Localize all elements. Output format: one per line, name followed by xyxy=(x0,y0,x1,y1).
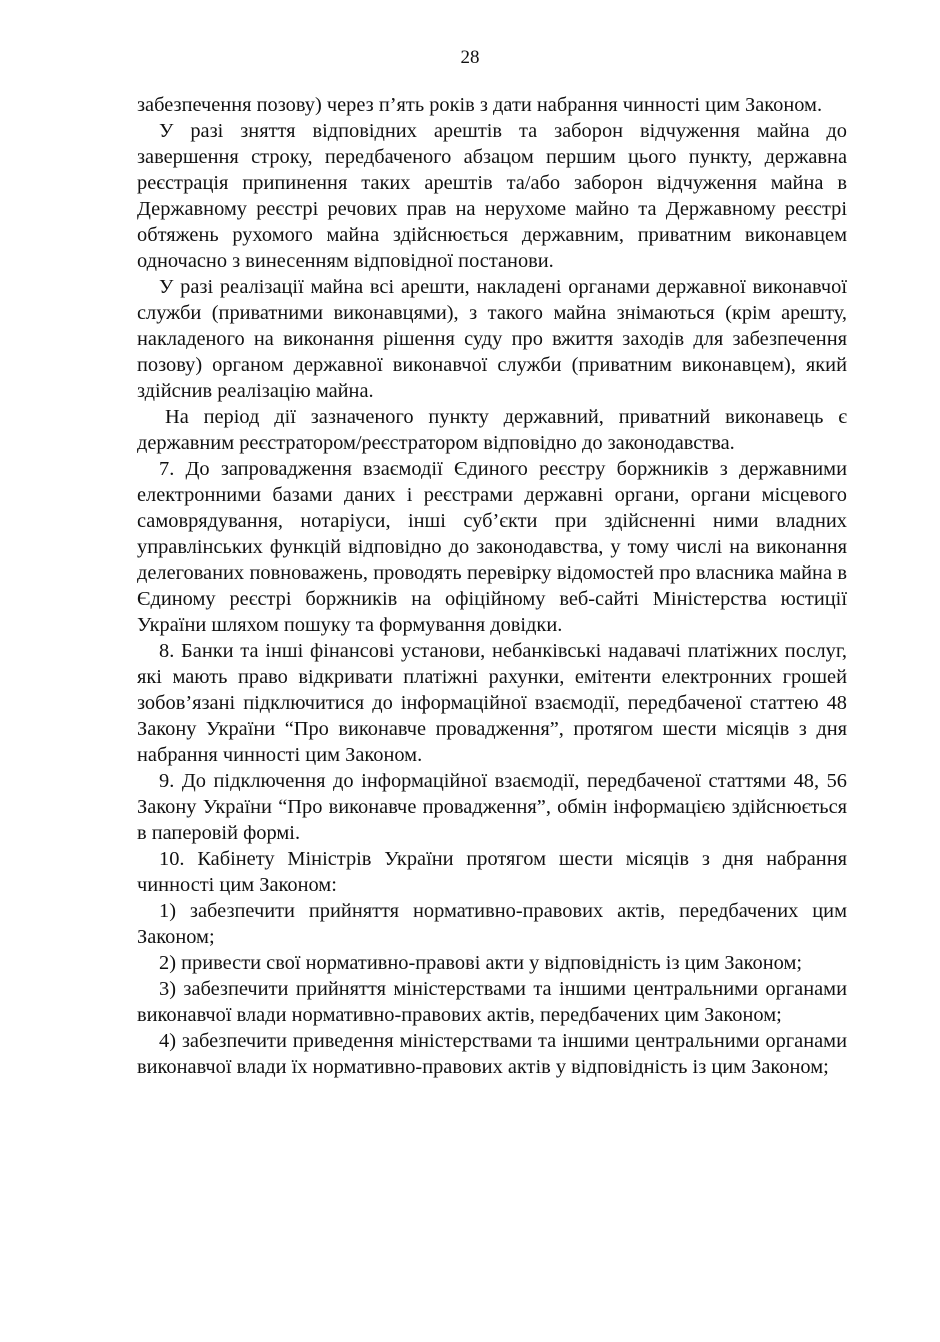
list-item-4: 4) забезпечити приведення міністерствами та іншими центральними органами виконавчої влади їх нормативно-правових актів у відповідність із цим Законом; xyxy=(137,1030,847,1078)
paragraph-continuation: забезпечення позову) через п’ять років з дати набрання чинності цим Законом. xyxy=(137,94,823,116)
paragraph-item-10: 10. Кабінету Міністрів України протягом шести місяців з дня набрання чинності цим Законом: xyxy=(137,848,847,896)
page-number: 28 xyxy=(460,47,480,68)
document-body xyxy=(137,92,847,1080)
paragraph-item-7: 7. До запровадження взаємодії Єдиного реєстру боржників з державними електронними базами даних і реєстрами державні органи, органи місцевого самоврядування, нотаріуси, інші суб’єкти при здійсненні ними владних управлінських функцій відповідно до законодавства, у тому числі на виконання делегованих повноважень, проводять перевірку відомостей про власника майна в Єдиному реєстрі боржників на офіційному веб-сайті Міністерства юстиції України шляхом пошуку та формування довідки. xyxy=(137,458,847,636)
list-item-1: 1) забезпечити прийняття нормативно-правових актів, передбачених цим Законом; xyxy=(137,900,847,948)
paragraph-registrar-status: На період дії зазначеного пункту державний, приватний виконавець є державним реєстратором/реєстратором відповідно до законодавства. xyxy=(137,406,847,454)
paragraph-item-9: 9. До підключення до інформаційної взаємодії, передбаченої статтями 48, 56 Закону України “Про виконавче провадження”, обмін інформацією здійснюється в паперовій формі. xyxy=(137,770,847,844)
paragraph-item-8: 8. Банки та інші фінансові установи, небанківські надавачі платіжних послуг, які мають право відкривати платіжні рахунки, емітенти електронних грошей зобов’язані підключитися до інформаційної взаємодії, передбаченої статтею 48 Закону України “Про виконавче провадження”, протягом шести місяців з дня набрання чинності цим Законом. xyxy=(137,640,847,766)
paragraph-arrest-removal: У разі зняття відповідних арештів та заборон відчуження майна до завершення строку, передбаченого абзацом першим цього пункту, державна реєстрація припинення таких арештів та/або заборон відчуження майна в Державному реєстрі речових прав на нерухоме майно та Державному реєстрі обтяжень рухомого майна здійснюється державним, приватним виконавцем одночасно з винесенням відповідної постанови. xyxy=(137,120,847,272)
paragraph-property-sale: У разі реалізації майна всі арешти, накладені органами державної виконавчої служби (приватними виконавцями), з такого майна знімаються (крім арешту, накладеного на виконання рішення суду про вжиття заходів для забезпечення позову) органом державної виконавчої служби (приватним виконавцем), який здійснив реалізацію майна. xyxy=(137,276,847,402)
list-item-2: 2) привести свої нормативно-правові акти у відповідність із цим Законом; xyxy=(159,952,803,974)
list-item-3: 3) забезпечити прийняття міністерствами та іншими центральними органами виконавчої влади нормативно-правових актів, передбачених цим Законом; xyxy=(137,978,847,1026)
